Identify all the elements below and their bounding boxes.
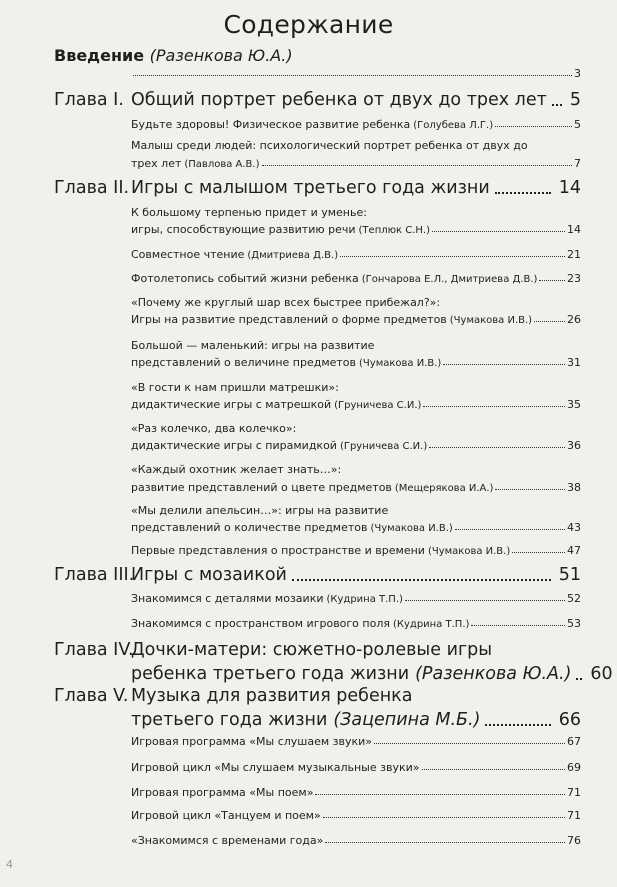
entry-title-line1: «Каждый охотник желает знать…»: (131, 463, 342, 476)
chapter-label: Глава V. (54, 686, 129, 706)
entry-title-line1: «Раз колечко, два колечко»: (131, 422, 297, 435)
entry-page: 71 (567, 809, 581, 822)
chapter-title: Общий портрет ребенка от двух до трех лет (131, 90, 547, 110)
chapter-author: (Разенкова Ю.А.) (415, 664, 572, 684)
toc-entry (131, 544, 581, 557)
entry-author: (Кудрина Т.П.) (326, 594, 403, 605)
intro-label: Введение (54, 46, 145, 65)
toc-entry (131, 157, 581, 170)
entry-author: (Чумакова И.В.) (427, 546, 511, 557)
toc-entry (131, 248, 581, 261)
entry-page: 14 (567, 223, 581, 236)
entry-title: Игровой цикл «Мы слушаем музыкальные звуки» (131, 761, 420, 774)
dot-leader (323, 817, 565, 818)
entry-page: 5 (574, 118, 581, 131)
dot-leader (534, 321, 565, 322)
dot-leader (432, 231, 565, 232)
dot-leader (405, 600, 565, 601)
toc-entry (131, 786, 581, 799)
toc-entry (131, 521, 581, 534)
chapter-title-line2: ребенка третьего года жизни (131, 664, 410, 684)
entry-page: 52 (567, 592, 581, 605)
entry-title: Знакомимся с деталями мозаики (131, 592, 324, 605)
toc-entry (131, 356, 581, 369)
entry-title: Игровая программа «Мы слушаем звуки» (131, 735, 373, 748)
entry-title: представлений о величине предметов (131, 356, 357, 369)
entry-title-line1: «Мы делили апельсин…»: игры на развитие (131, 504, 389, 517)
dot-leader (443, 364, 565, 365)
chapter-heading (54, 565, 581, 585)
chapter-heading-continued (131, 710, 581, 730)
entry-author: (Груничева С.И.) (339, 441, 428, 452)
chapter-title-line2: третьего года жизни (131, 710, 328, 730)
dot-leader (422, 769, 566, 770)
intro-author: (Разенкова Ю.А.) (149, 46, 293, 65)
dot-leader (374, 743, 565, 744)
toc-entry (131, 809, 581, 822)
toc-entry (131, 834, 581, 847)
entry-title: Фотолетопись событий жизни ребенка (131, 272, 359, 285)
entry-page: 43 (567, 521, 581, 534)
dot-leader (495, 126, 572, 127)
toc-entry (131, 617, 581, 630)
entry-page: 71 (567, 786, 581, 799)
entry-page: 53 (567, 617, 581, 630)
entry-title: Игры на развитие представлений о форме предметов (131, 313, 447, 326)
dot-leader (539, 280, 565, 281)
entry-title-line1: Большой — маленький: игры на развитие (131, 339, 375, 352)
toc-entry (131, 481, 581, 494)
chapter-page: 14 (558, 178, 581, 198)
dot-leader (315, 794, 565, 795)
chapter-heading (54, 686, 581, 706)
chapter-title: Музыка для развития ребенка (131, 686, 413, 706)
chapter-author: (Зацепина М.Б.) (333, 710, 481, 730)
entry-page: 7 (574, 157, 581, 170)
entry-title: «Знакомимся с временами года» (131, 834, 324, 847)
entry-title: представлений о количестве предметов (131, 521, 368, 534)
toc-entry (131, 439, 581, 452)
chapter-page: 51 (558, 565, 581, 585)
entry-author: (Мещерякова И.А.) (394, 483, 494, 494)
chapter-title: Игры с малышом третьего года жизни (131, 178, 490, 198)
entry-author: (Груничева С.И.) (334, 400, 422, 411)
entry-author: (Голубева Л.Г.) (413, 120, 494, 131)
entry-title-line1: Малыш среди людей: психологический портрет ребенка от двух до (131, 139, 528, 152)
entry-title: Игровой цикл «Танцуем и поем» (131, 809, 321, 822)
chapter-title: Дочки-матери: сюжетно-ролевые игры (131, 640, 493, 660)
chapter-heading (54, 178, 581, 198)
entry-page: 21 (567, 248, 581, 261)
entry-title: Первые представления о пространстве и времени (131, 544, 425, 557)
entry-page: 76 (567, 834, 581, 847)
toc-entry (131, 592, 581, 605)
entry-page: 38 (567, 481, 581, 494)
dot-leader (429, 447, 565, 448)
toc-entry (131, 223, 581, 236)
chapter-page: 60 (590, 664, 613, 684)
intro-page-row (131, 67, 581, 80)
chapter-label: Глава II. (54, 178, 130, 198)
chapter-heading (54, 90, 581, 110)
entry-author: (Дмитриева Д.В.) (247, 250, 339, 261)
toc-entry (131, 761, 581, 774)
entry-page: 23 (567, 272, 581, 285)
dot-leader (292, 579, 551, 581)
toc-entry (131, 735, 581, 748)
entry-title: Совместное чтение (131, 248, 245, 261)
entry-title: Знакомимся с пространством игрового поля (131, 617, 390, 630)
entry-author: (Гончарова Е.Л., Дмитриева Д.В.) (361, 274, 538, 285)
dot-leader (423, 406, 565, 407)
entry-page: 67 (567, 735, 581, 748)
entry-title: развитие представлений о цвете предметов (131, 481, 392, 494)
entry-author: (Чумакова И.В.) (449, 315, 533, 326)
entry-page: 69 (567, 761, 581, 774)
entry-title: Будьте здоровы! Физическое развитие ребенка (131, 118, 411, 131)
entry-page: 26 (567, 313, 581, 326)
entry-title-line1: «Почему же круглый шар всех быстрее прибежал?»: (131, 296, 441, 309)
dot-leader (495, 489, 565, 490)
chapter-label: Глава III. (54, 565, 135, 585)
toc-entry (131, 118, 581, 131)
dot-leader (495, 192, 551, 194)
chapter-page: 5 (569, 90, 581, 110)
toc-entry (131, 313, 581, 326)
entry-author: (Чумакова И.В.) (359, 358, 442, 369)
entry-author: (Чумакова И.В.) (370, 523, 453, 534)
chapter-heading (54, 640, 581, 660)
dot-leader (340, 256, 565, 257)
entry-author: (Кудрина Т.П.) (392, 619, 470, 630)
entry-title-line1: «В гости к нам пришли матрешки»: (131, 381, 339, 394)
entry-page: 36 (567, 439, 581, 452)
entry-title: трех лет (131, 157, 182, 170)
chapter-title: Игры с мозаикой (131, 565, 287, 585)
chapter-heading-continued (131, 664, 613, 684)
dot-leader (455, 529, 565, 530)
page-title: Содержание (223, 10, 394, 39)
entry-author: (Теплюк С.Н.) (358, 225, 431, 236)
entry-author: (Павлова А.В.) (184, 159, 260, 170)
chapter-page: 66 (558, 710, 581, 730)
entry-title: дидактические игры с матрешкой (131, 398, 332, 411)
dot-leader (552, 104, 562, 106)
dot-leader (133, 75, 572, 76)
intro-page: 3 (574, 67, 581, 80)
entry-title: дидактические игры с пирамидкой (131, 439, 337, 452)
dot-leader (485, 724, 550, 726)
dot-leader (325, 842, 565, 843)
toc-entry (131, 398, 581, 411)
folio-number: 4 (6, 858, 13, 871)
dot-leader (576, 678, 582, 680)
intro-heading (54, 46, 293, 65)
entry-page: 47 (567, 544, 581, 557)
entry-page: 35 (567, 398, 581, 411)
entry-page: 31 (567, 356, 581, 369)
entry-title-line1: К большому терпенью придет и уменье: (131, 206, 367, 219)
dot-leader (262, 165, 573, 166)
chapter-label: Глава I. (54, 90, 124, 110)
chapter-label: Глава IV. (54, 640, 134, 660)
entry-title: игры, способствующие развитию речи (131, 223, 356, 236)
dot-leader (512, 552, 565, 553)
dot-leader (471, 625, 565, 626)
toc-entry (131, 272, 581, 285)
entry-title: Игровая программа «Мы поем» (131, 786, 314, 799)
